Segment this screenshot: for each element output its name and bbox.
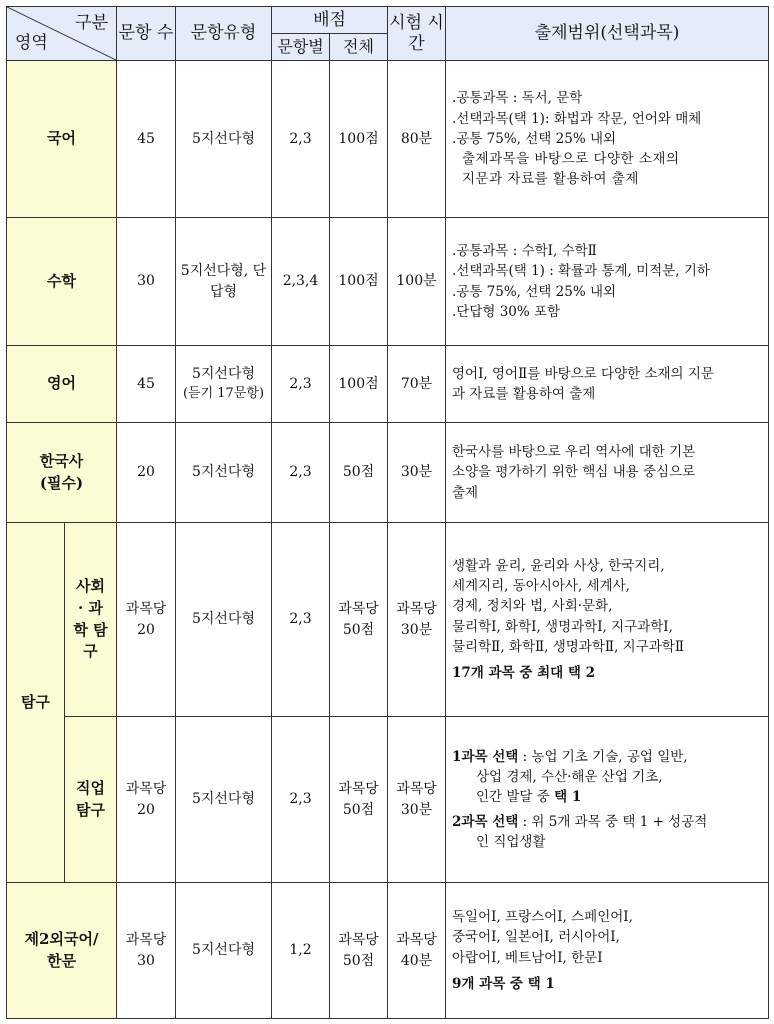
scope1-cont2-bold: 택 1 bbox=[554, 789, 582, 806]
scope-line: 영어Ⅰ, 영어Ⅱ를 바탕으로 다양한 소재의 지문 bbox=[452, 365, 714, 382]
type-english-sub: (듣기 17문항) bbox=[182, 385, 265, 401]
scope-foreign bbox=[446, 883, 769, 1019]
total-korean: 100점 bbox=[330, 61, 388, 218]
table-row bbox=[7, 423, 769, 523]
scope-line: 과 자료를 활용하여 출제 bbox=[452, 386, 596, 402]
header-scope: 출제범위(선택과목) bbox=[446, 7, 769, 61]
area-history bbox=[7, 423, 117, 523]
header-type: 문항유형 bbox=[176, 7, 272, 61]
total-vocational: 과목당 50점 bbox=[330, 717, 388, 883]
area-history-main: 한국사 bbox=[39, 451, 84, 470]
header-yeongyeok: 영역 bbox=[15, 33, 48, 54]
scope1-text: : 농업 기초 기술, 공업 일반, bbox=[518, 748, 688, 765]
header-time: 시험 시간 bbox=[388, 7, 446, 61]
scope-line: 소양을 평가하기 위한 핵심 내용 중심으로 bbox=[452, 464, 696, 481]
each-korean: 2,3 bbox=[272, 61, 330, 218]
table-row bbox=[7, 883, 769, 1019]
table-row bbox=[7, 346, 769, 423]
count-english: 45 bbox=[117, 346, 176, 423]
type-vocational: 5지선다형 bbox=[176, 717, 272, 883]
scope-line: 독일어Ⅰ, 프랑스어Ⅰ, 스페인어Ⅰ, bbox=[452, 909, 633, 925]
header-score-each: 문항별 bbox=[272, 34, 330, 61]
header-score-total: 전체 bbox=[330, 34, 388, 61]
header-score: 배점 bbox=[272, 7, 388, 34]
area-english: 영어 bbox=[7, 346, 117, 423]
time-foreign: 과목당 40분 bbox=[388, 883, 446, 1019]
table-row bbox=[7, 218, 769, 346]
count-history: 20 bbox=[117, 423, 176, 523]
scope-korean bbox=[446, 61, 769, 218]
table-row bbox=[7, 717, 769, 883]
time-math: 100분 bbox=[388, 218, 446, 346]
scope-vocational bbox=[446, 717, 769, 883]
scope-line: .공통과목 : 수학Ⅰ, 수학Ⅱ bbox=[452, 243, 597, 259]
scope-math bbox=[446, 218, 769, 346]
scope-line: .선택과목(택 1) : 확률과 통계, 미적분, 기하 bbox=[452, 263, 710, 280]
header-count: 문항 수 bbox=[117, 7, 176, 61]
time-english: 70분 bbox=[388, 346, 446, 423]
each-social: 2,3 bbox=[272, 523, 330, 717]
sub-vocational: 직업 탐구 bbox=[65, 717, 117, 883]
type-korean: 5지선다형 bbox=[176, 61, 272, 218]
scope2-label: 2과목 선택 bbox=[452, 813, 519, 830]
total-foreign: 과목당 50점 bbox=[330, 883, 388, 1019]
type-english bbox=[176, 346, 272, 423]
type-english-main: 5지선다형 bbox=[191, 366, 255, 383]
scope1-label: 1과목 선택 bbox=[452, 748, 519, 765]
scope-line: 물리학Ⅱ, 화학Ⅱ, 생명과학Ⅱ, 지구과학Ⅱ bbox=[452, 638, 684, 655]
scope-line: .단답형 30% 포함 bbox=[452, 303, 561, 320]
header-gubun: 구분 bbox=[75, 13, 108, 33]
scope-line: 출제과목을 바탕으로 다양한 소재의 bbox=[462, 151, 680, 168]
area-history-sub: (필수) bbox=[39, 473, 84, 492]
scope-note-bold: 9개 과목 중 택 1 bbox=[452, 975, 555, 992]
scope-line bbox=[452, 787, 762, 807]
total-english: 100점 bbox=[330, 346, 388, 423]
type-math: 5지선다형, 단답형 bbox=[176, 218, 272, 346]
area-korean: 국어 bbox=[7, 61, 117, 218]
time-korean: 80분 bbox=[388, 61, 446, 218]
scope-line: 한국사를 바탕으로 우리 역사에 대한 기본 bbox=[452, 444, 696, 461]
scope-line: 인 직업생활 bbox=[476, 833, 546, 850]
area-inquiry: 탐구 bbox=[7, 523, 65, 883]
total-history: 50점 bbox=[330, 423, 388, 523]
time-history: 30분 bbox=[388, 423, 446, 523]
scope-line: 경제, 정치와 법, 사회·문화, bbox=[452, 598, 613, 615]
scope-line: 상업 경제, 수산·해운 산업 기초, bbox=[476, 769, 663, 786]
scope-line bbox=[452, 812, 762, 832]
table-row bbox=[7, 61, 769, 218]
scope-line: 중국어Ⅰ, 일본어Ⅰ, 러시아어Ⅰ, bbox=[452, 929, 620, 946]
scope-line: .공통 75%, 선택 25% 내외 bbox=[452, 283, 617, 300]
scope-line bbox=[452, 747, 762, 767]
scope-line: 세계지리, 동아시아사, 세계사, bbox=[452, 578, 630, 594]
scope-english bbox=[446, 346, 769, 423]
scope1-cont2: 인간 발달 중 bbox=[476, 789, 555, 806]
count-vocational: 과목당 20 bbox=[117, 717, 176, 883]
each-english: 2,3 bbox=[272, 346, 330, 423]
table-row bbox=[7, 523, 769, 717]
exam-structure-table bbox=[6, 6, 769, 1019]
scope-note-bold: 17개 과목 중 최대 택 2 bbox=[452, 665, 595, 681]
time-vocational: 과목당 30분 bbox=[388, 717, 446, 883]
each-math: 2,3,4 bbox=[272, 218, 330, 346]
each-vocational: 2,3 bbox=[272, 717, 330, 883]
count-korean: 45 bbox=[117, 61, 176, 218]
scope-line: .공통 75%, 선택 25% 내외 bbox=[452, 130, 617, 147]
exam-structure-table-frame bbox=[6, 6, 768, 1018]
each-foreign: 1,2 bbox=[272, 883, 330, 1019]
scope-social bbox=[446, 523, 769, 717]
total-social: 과목당 50점 bbox=[330, 523, 388, 717]
scope-line: 지문과 자료를 활용하여 출제 bbox=[462, 171, 639, 188]
time-social: 과목당 30분 bbox=[388, 523, 446, 717]
scope-line: 출제 bbox=[452, 484, 479, 501]
total-math: 100점 bbox=[330, 218, 388, 346]
scope-history bbox=[446, 423, 769, 523]
type-social: 5지선다형 bbox=[176, 523, 272, 717]
count-social: 과목당 20 bbox=[117, 523, 176, 717]
type-foreign: 5지선다형 bbox=[176, 883, 272, 1019]
type-history: 5지선다형 bbox=[176, 423, 272, 523]
area-foreign: 제2외국어/ 한문 bbox=[7, 883, 117, 1019]
count-foreign: 과목당 30 bbox=[117, 883, 176, 1019]
scope2-text: : 위 5개 과목 중 택 1 + 성공적 bbox=[518, 813, 708, 830]
scope-line: 생활과 윤리, 윤리와 사상, 한국지리, bbox=[452, 557, 665, 574]
count-math: 30 bbox=[117, 218, 176, 346]
scope-line: 물리학Ⅰ, 화학Ⅰ, 생명과학Ⅰ, 지구과학Ⅰ, bbox=[452, 618, 673, 635]
each-history: 2,3 bbox=[272, 423, 330, 523]
area-math: 수학 bbox=[7, 218, 117, 346]
scope-line: 아랍어Ⅰ, 베트남어Ⅰ, 한문Ⅰ bbox=[452, 949, 603, 966]
scope-line: .공통과목 : 독서, 문학 bbox=[452, 90, 583, 107]
sub-social-science: 사회 · 과학 탐구 bbox=[65, 523, 117, 717]
scope-line: .선택과목(택 1): 화법과 작문, 언어와 매체 bbox=[452, 110, 702, 127]
header-gubun-yeongyeok bbox=[7, 7, 117, 61]
